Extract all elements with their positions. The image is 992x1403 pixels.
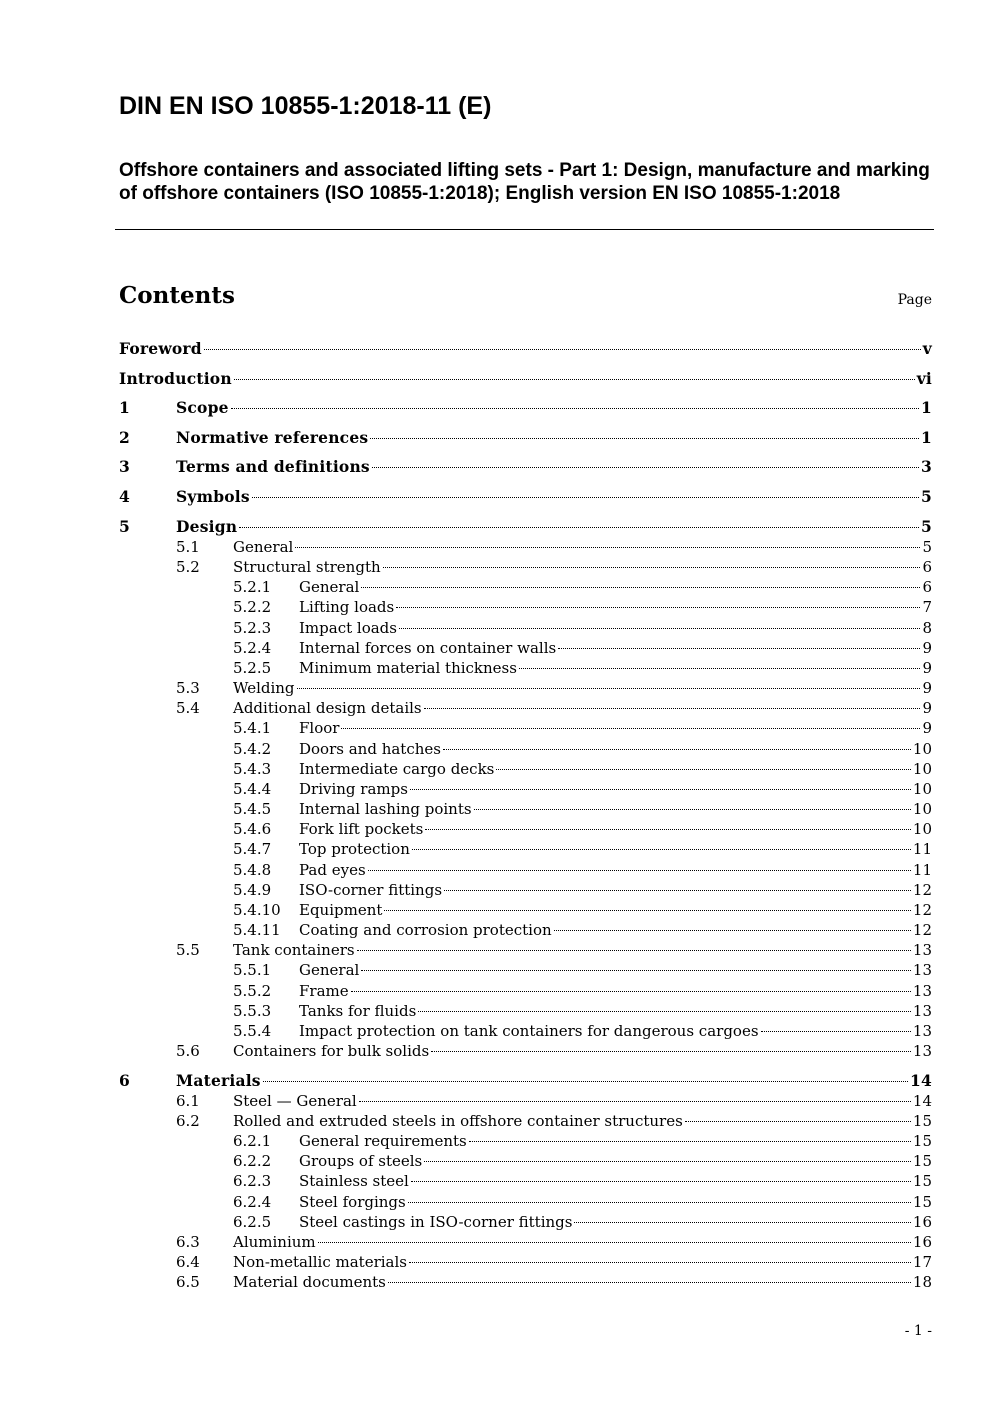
toc-entry-title: Additional design details <box>233 699 422 717</box>
toc-entry[interactable] <box>119 658 932 678</box>
toc-entry-title: Welding <box>233 679 295 697</box>
toc-entry[interactable] <box>119 779 932 799</box>
toc-entry-title: Tanks for fluids <box>299 1002 417 1020</box>
toc-leader-dots <box>412 849 911 850</box>
toc-entry-page: 12 <box>912 881 932 899</box>
toc-leader-dots <box>474 809 911 810</box>
toc-entry-page: 5 <box>921 487 932 506</box>
toc-entry-number: 6.2.2 <box>233 1152 272 1170</box>
toc-entry-page: 10 <box>912 740 932 758</box>
toc-leader-dots <box>496 769 911 770</box>
toc-entry-page: 17 <box>912 1253 932 1271</box>
toc-entry-number: 5.4.9 <box>233 881 272 899</box>
toc-entry-page: 14 <box>910 1071 932 1090</box>
toc-entry-page: 5 <box>922 538 932 556</box>
toc-entry-page: 3 <box>921 457 932 476</box>
toc-entry-page: 18 <box>912 1273 932 1291</box>
toc-leader-dots <box>204 349 921 350</box>
toc-entry-number: 5.2 <box>176 558 200 576</box>
toc-entry[interactable] <box>119 577 932 597</box>
toc-entry-page: 11 <box>912 861 932 879</box>
toc-entry[interactable] <box>119 597 932 617</box>
toc-entry-number: 5.4.2 <box>233 740 272 758</box>
toc-entry-title: Containers for bulk solids <box>233 1042 430 1060</box>
document-subtitle: Offshore containers and associated lifting sets - Part 1: Design, manufacture and marking of offshore containers (ISO 10855-1:2018); English version EN ISO 10855-1:2018 <box>119 160 930 204</box>
toc-entry-number: 3 <box>119 457 130 476</box>
toc-entry-number: 5.1 <box>176 538 200 556</box>
toc-entry-title: Design <box>176 517 238 536</box>
toc-entry-title: General requirements <box>299 1132 467 1150</box>
toc-leader-dots <box>554 930 911 931</box>
toc-entry-number: 5.4.11 <box>233 921 281 939</box>
toc-leader-dots <box>297 688 921 689</box>
toc-entry-number: 6.1 <box>176 1092 200 1110</box>
toc-leader-dots <box>424 1161 911 1162</box>
toc-entry-page: 13 <box>912 961 932 979</box>
toc-entry-title: Impact protection on tank containers for dangerous cargoes <box>299 1022 759 1040</box>
toc-entry[interactable] <box>119 369 932 389</box>
toc-entry-title: Impact loads <box>299 619 397 637</box>
toc-leader-dots <box>424 708 921 709</box>
toc-entry[interactable] <box>119 940 932 960</box>
toc-entry[interactable] <box>119 339 932 359</box>
page-column-label: Page <box>897 292 932 308</box>
toc-entry[interactable] <box>119 860 932 880</box>
toc-leader-dots <box>384 910 911 911</box>
toc-entry[interactable] <box>119 799 932 819</box>
toc-entry-number: 5.5 <box>176 941 200 959</box>
toc-leader-dots <box>252 497 919 498</box>
toc-entry-number: 5.4 <box>176 699 200 717</box>
toc-entry-title: Groups of steels <box>299 1152 423 1170</box>
toc-leader-dots <box>469 1141 911 1142</box>
toc-entry-title: Structural strength <box>233 558 381 576</box>
toc-entry[interactable] <box>119 457 932 477</box>
toc-entry-page: 10 <box>912 760 932 778</box>
toc-entry[interactable] <box>119 1071 932 1091</box>
toc-entry[interactable] <box>119 557 932 577</box>
toc-entry-number: 6.2.3 <box>233 1172 272 1190</box>
toc-entry-number: 5.2.2 <box>233 598 272 616</box>
toc-entry[interactable] <box>119 718 932 738</box>
toc-entry-number: 6.2.1 <box>233 1132 272 1150</box>
toc-entry[interactable] <box>119 839 932 859</box>
toc-entry-page: 15 <box>912 1112 932 1130</box>
toc-leader-dots <box>239 527 919 528</box>
toc-entry[interactable] <box>119 1021 932 1041</box>
toc-entry-page: 16 <box>912 1233 932 1251</box>
toc-entry-title: Stainless steel <box>299 1172 409 1190</box>
toc-entry-title: Frame <box>299 982 349 1000</box>
footer-page-number: - 1 - <box>904 1323 932 1339</box>
toc-entry-title: Coating and corrosion protection <box>299 921 552 939</box>
toc-entry[interactable] <box>119 819 932 839</box>
toc-entry-page: 14 <box>912 1092 932 1110</box>
toc-entry-page: 10 <box>912 820 932 838</box>
toc-leader-dots <box>357 950 911 951</box>
toc-leader-dots <box>372 467 919 468</box>
toc-entry-page: 9 <box>922 719 932 737</box>
toc-entry-number: 5.5.1 <box>233 961 272 979</box>
toc-entry-page: 13 <box>912 1022 932 1040</box>
toc-leader-dots <box>361 587 920 588</box>
toc-entry-title: Floor <box>299 719 340 737</box>
toc-leader-dots <box>295 547 920 548</box>
toc-entry-number: 5.2.5 <box>233 659 272 677</box>
toc-entry[interactable] <box>119 1151 932 1171</box>
toc-entry-title: Aluminium <box>233 1233 316 1251</box>
toc-entry-number: 5 <box>119 517 130 536</box>
toc-entry-page: 16 <box>912 1213 932 1231</box>
toc-entry[interactable] <box>119 618 932 638</box>
toc-entry-number: 2 <box>119 428 130 447</box>
toc-entry-title: Doors and hatches <box>299 740 441 758</box>
toc-entry-page: 9 <box>922 639 932 657</box>
toc-entry-page: 10 <box>912 780 932 798</box>
toc-entry-number: 6.3 <box>176 1233 200 1251</box>
toc-entry-title: Top protection <box>299 840 410 858</box>
toc-leader-dots <box>341 728 920 729</box>
toc-entry[interactable] <box>119 1131 932 1151</box>
toc-entry-title: Rolled and extruded steels in offshore container structures <box>233 1112 683 1130</box>
toc-leader-dots <box>443 749 911 750</box>
toc-leader-dots <box>418 1011 911 1012</box>
toc-leader-dots <box>359 1101 911 1102</box>
toc-leader-dots <box>685 1121 911 1122</box>
toc-leader-dots <box>761 1031 911 1032</box>
toc-entry-number: 5.4.4 <box>233 780 272 798</box>
toc-entry-number: 6.2 <box>176 1112 200 1130</box>
toc-entry-page: 6 <box>922 558 932 576</box>
toc-entry-page: 15 <box>912 1152 932 1170</box>
toc-entry-title: Lifting loads <box>299 598 395 616</box>
toc-leader-dots <box>383 567 921 568</box>
toc-leader-dots <box>558 648 920 649</box>
toc-entry[interactable] <box>119 1171 932 1191</box>
toc-entry-page: vi <box>916 369 932 388</box>
toc-leader-dots <box>388 1282 911 1283</box>
toc-entry-page: 11 <box>912 840 932 858</box>
toc-leader-dots <box>519 668 921 669</box>
toc-entry[interactable] <box>119 638 932 658</box>
toc-leader-dots <box>431 1051 911 1052</box>
toc-entry-page: 13 <box>912 1002 932 1020</box>
toc-leader-dots <box>444 890 911 891</box>
toc-entry-title: Equipment <box>299 901 383 919</box>
toc-entry-number: 5.6 <box>176 1042 200 1060</box>
toc-leader-dots <box>234 379 915 380</box>
toc-entry-title: ISO-corner fittings <box>299 881 443 899</box>
toc-entry-number: 5.4.7 <box>233 840 272 858</box>
toc-entry-page: 13 <box>912 1042 932 1060</box>
toc-entry-title: Steel — General <box>233 1092 357 1110</box>
toc-entry-page: 15 <box>912 1193 932 1211</box>
toc-leader-dots <box>425 829 911 830</box>
toc-entry[interactable] <box>119 517 932 537</box>
toc-entry-number: 6.5 <box>176 1273 200 1291</box>
toc-entry-number: 5.4.6 <box>233 820 272 838</box>
toc-entry-title: Terms and definitions <box>176 457 370 476</box>
toc-entry[interactable] <box>119 1001 932 1021</box>
toc-entry[interactable] <box>119 537 932 557</box>
toc-entry[interactable] <box>119 487 932 507</box>
toc-entry[interactable] <box>119 698 932 718</box>
toc-entry-number: 5.2.3 <box>233 619 272 637</box>
toc-entry-title: Driving ramps <box>299 780 408 798</box>
toc-entry-number: 5.2.4 <box>233 639 272 657</box>
toc-entry-title: Internal forces on container walls <box>299 639 557 657</box>
toc-leader-dots <box>396 607 920 608</box>
toc-entry-number: 5.4.5 <box>233 800 272 818</box>
toc-leader-dots <box>318 1242 911 1243</box>
toc-leader-dots <box>231 408 919 409</box>
contents-heading: Contents <box>119 282 235 309</box>
toc-entry[interactable] <box>119 1041 932 1061</box>
toc-entry[interactable] <box>119 960 932 980</box>
toc-entry-title: General <box>299 578 360 596</box>
toc-entry-title: Material documents <box>233 1273 386 1291</box>
toc-entry-number: 5.4.1 <box>233 719 272 737</box>
toc-entry-page: 12 <box>912 921 932 939</box>
toc-entry-page: v <box>922 339 932 358</box>
toc-entry[interactable] <box>119 981 932 1001</box>
toc-entry[interactable] <box>119 1091 932 1111</box>
toc-entry-title: Introduction <box>119 369 232 388</box>
toc-leader-dots <box>409 1262 911 1263</box>
toc-leader-dots <box>263 1081 908 1082</box>
toc-entry-title: Tank containers <box>233 941 355 959</box>
toc-entry[interactable] <box>119 398 932 418</box>
toc-entry-page: 13 <box>912 941 932 959</box>
toc-entry-page: 5 <box>921 517 932 536</box>
toc-entry-title: Minimum material thickness <box>299 659 517 677</box>
toc-entry-title: Foreword <box>119 339 202 358</box>
toc-entry-title: Fork lift pockets <box>299 820 424 838</box>
toc-leader-dots <box>574 1222 910 1223</box>
toc-entry[interactable] <box>119 1232 932 1252</box>
toc-entry[interactable] <box>119 1252 932 1272</box>
toc-entry-page: 12 <box>912 901 932 919</box>
toc-entry-page: 13 <box>912 982 932 1000</box>
toc-entry[interactable] <box>119 1212 932 1232</box>
toc-entry-page: 15 <box>912 1132 932 1150</box>
toc-entry[interactable] <box>119 1111 932 1131</box>
toc-leader-dots <box>370 438 919 439</box>
toc-entry-title: Steel forgings <box>299 1193 406 1211</box>
toc-entry-title: Steel castings in ISO-corner fittings <box>299 1213 573 1231</box>
toc-leader-dots <box>351 991 911 992</box>
toc-entry-title: Pad eyes <box>299 861 366 879</box>
toc-entry-title: Symbols <box>176 487 250 506</box>
toc-entry-number: 5.4.10 <box>233 901 281 919</box>
toc-leader-dots <box>410 789 911 790</box>
toc-leader-dots <box>411 1181 911 1182</box>
toc-entry-number: 5.5.4 <box>233 1022 272 1040</box>
toc-entry[interactable] <box>119 900 932 920</box>
toc-entry-page: 15 <box>912 1172 932 1190</box>
toc-entry-number: 5.4.8 <box>233 861 272 879</box>
toc-leader-dots <box>368 870 911 871</box>
toc-entry-number: 6.4 <box>176 1253 200 1271</box>
toc-entry[interactable] <box>119 1272 932 1292</box>
toc-entry-number: 6.2.4 <box>233 1193 272 1211</box>
toc-entry-page: 7 <box>922 598 932 616</box>
toc-leader-dots <box>361 970 911 971</box>
toc-entry-title: Materials <box>176 1071 261 1090</box>
toc-entry-page: 6 <box>922 578 932 596</box>
toc-entry-page: 9 <box>922 699 932 717</box>
toc-leader-dots <box>399 628 920 629</box>
toc-entry[interactable] <box>119 880 932 900</box>
toc-entry[interactable] <box>119 920 932 940</box>
toc-entry-page: 1 <box>921 428 932 447</box>
toc-entry-number: 4 <box>119 487 130 506</box>
toc-entry-page: 9 <box>922 679 932 697</box>
toc-entry-number: 5.3 <box>176 679 200 697</box>
toc-entry-page: 10 <box>912 800 932 818</box>
toc-entry-page: 1 <box>921 398 932 417</box>
toc-entry-number: 5.4.3 <box>233 760 272 778</box>
toc-entry-number: 5.2.1 <box>233 578 272 596</box>
toc-entry-page: 9 <box>922 659 932 677</box>
toc-entry-title: Internal lashing points <box>299 800 472 818</box>
toc-entry-page: 8 <box>922 619 932 637</box>
toc-entry-number: 6 <box>119 1071 130 1090</box>
toc-entry-title: Intermediate cargo decks <box>299 760 495 778</box>
toc-entry-title: General <box>299 961 360 979</box>
toc-entry[interactable] <box>119 739 932 759</box>
toc-entry[interactable] <box>119 678 932 698</box>
toc-entry[interactable] <box>119 428 932 448</box>
toc-entry-title: Non-metallic materials <box>233 1253 407 1271</box>
toc-entry[interactable] <box>119 1192 932 1212</box>
table-of-contents <box>119 0 932 1403</box>
toc-entry-title: General <box>233 538 294 556</box>
toc-entry-title: Scope <box>176 398 229 417</box>
document-title: DIN EN ISO 10855-1:2018-11 (E) <box>119 92 492 120</box>
toc-entry-number: 5.5.2 <box>233 982 272 1000</box>
toc-entry-number: 5.5.3 <box>233 1002 272 1020</box>
toc-entry-number: 1 <box>119 398 130 417</box>
toc-leader-dots <box>408 1202 911 1203</box>
toc-entry-number: 6.2.5 <box>233 1213 272 1231</box>
toc-entry-title: Normative references <box>176 428 369 447</box>
toc-entry[interactable] <box>119 759 932 779</box>
